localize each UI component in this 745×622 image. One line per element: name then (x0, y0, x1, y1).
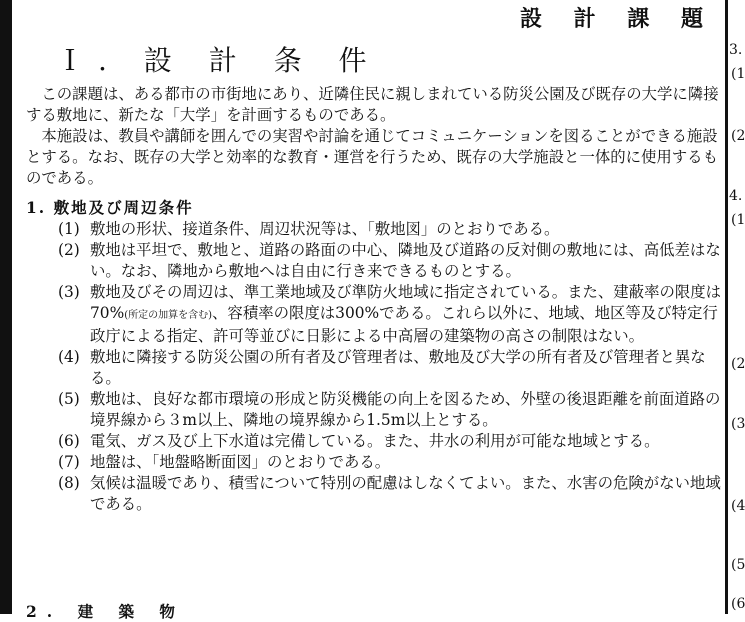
list-item (58, 389, 722, 431)
right-item-mark: (1 (731, 66, 745, 82)
section-2-title: 2. 建 築 物 (26, 602, 185, 621)
right-item-mark: (4 (731, 498, 745, 514)
item-text-part-b: 、容積率の限度は300%である。これら以外に、地域、地区等及び特定行政庁による指定、許可等並びに日影による中高層の建築物の高さの制限はない。 (90, 304, 718, 345)
section-1-title: 1. 敷地及び周辺条件 (26, 198, 194, 217)
list-item (58, 452, 722, 473)
item-text: 敷地は平坦で、敷地と、道路の路面の中心、隣地及び道路の反対側の敷地には、高低差はない。なお、隣地から敷地へは自由に行き来できるものとする。 (90, 241, 721, 280)
item-text: 地盤は、「地盤略断面図」のとおりである。 (90, 453, 391, 471)
list-item (58, 219, 722, 240)
right-section-3-label: 3. (729, 42, 743, 58)
item-number: (2) (58, 241, 80, 259)
right-item-mark: (1 (731, 212, 745, 228)
item-number: (6) (58, 432, 80, 450)
right-item-mark: (2 (731, 356, 745, 372)
item-text-note: (所定の加算を含む) (124, 310, 213, 321)
right-item-mark: (6 (731, 596, 745, 612)
item-number: (4) (58, 348, 80, 366)
heading-design-conditions: Ｉ. 設 計 条 件 (56, 44, 381, 77)
left-border-bar (0, 0, 12, 614)
item-number: (1) (58, 220, 80, 238)
intro-paragraph-2: 本施設は、教員や講師を囲んでの実習や討論を通じてコミュニケーションを図ることができる施設とする。なお、既存の大学と効率的な教育・運営を行うため、既存の大学施設と一体的に使用するものである。 (26, 127, 718, 187)
right-item-mark: (5 (731, 557, 745, 573)
item-text-part-a: 敷地及びその周辺は、準工業地域及び準防火地域に指定されている。また、建蔽率の限度は70% (90, 283, 722, 322)
column-divider (725, 0, 728, 614)
main-column (14, 44, 722, 515)
list-item (58, 347, 722, 389)
item-text: 気候は温暖であり、積雪について特別の配慮はしなくてよい。また、水害の危険がない地域である。 (90, 474, 721, 513)
list-item (58, 431, 722, 452)
right-section-4-label: 4. (729, 188, 743, 204)
intro-paragraph-1: この課題は、ある都市の市街地にあり、近隣住民に親しまれている防災公園及び既存の大学に隣接する敷地に、新たな「大学」を計画するものである。 (26, 85, 719, 124)
item-number: (3) (58, 283, 80, 301)
page-header: 設 計 課 題 (520, 6, 715, 32)
right-item-mark: (3 (731, 416, 745, 432)
item-text: 電気、ガス及び上下水道は完備している。また、井水の利用が可能な地域とする。 (90, 432, 660, 450)
item-text: 敷地の形状、接道条件、周辺状況等は、「敷地図」のとおりである。 (90, 220, 560, 238)
item-text: 敷地は、良好な都市環境の形成と防災機能の向上を図るため、外壁の後退距離を前面道路の境界線から３m以上、隣地の境界線から1.5m以上とする。 (90, 390, 721, 429)
item-number: (8) (58, 474, 80, 492)
item-text: 敷地に隣接する防災公園の所有者及び管理者は、敷地及び大学の所有者及び管理者と異なる。 (90, 348, 706, 387)
list-item (58, 282, 722, 347)
list-item (58, 473, 722, 515)
item-text (90, 282, 722, 347)
item-number: (7) (58, 453, 80, 471)
list-item (58, 240, 722, 282)
right-column-fragment (729, 0, 743, 614)
item-number: (5) (58, 390, 80, 408)
right-item-mark: (2 (731, 128, 745, 144)
